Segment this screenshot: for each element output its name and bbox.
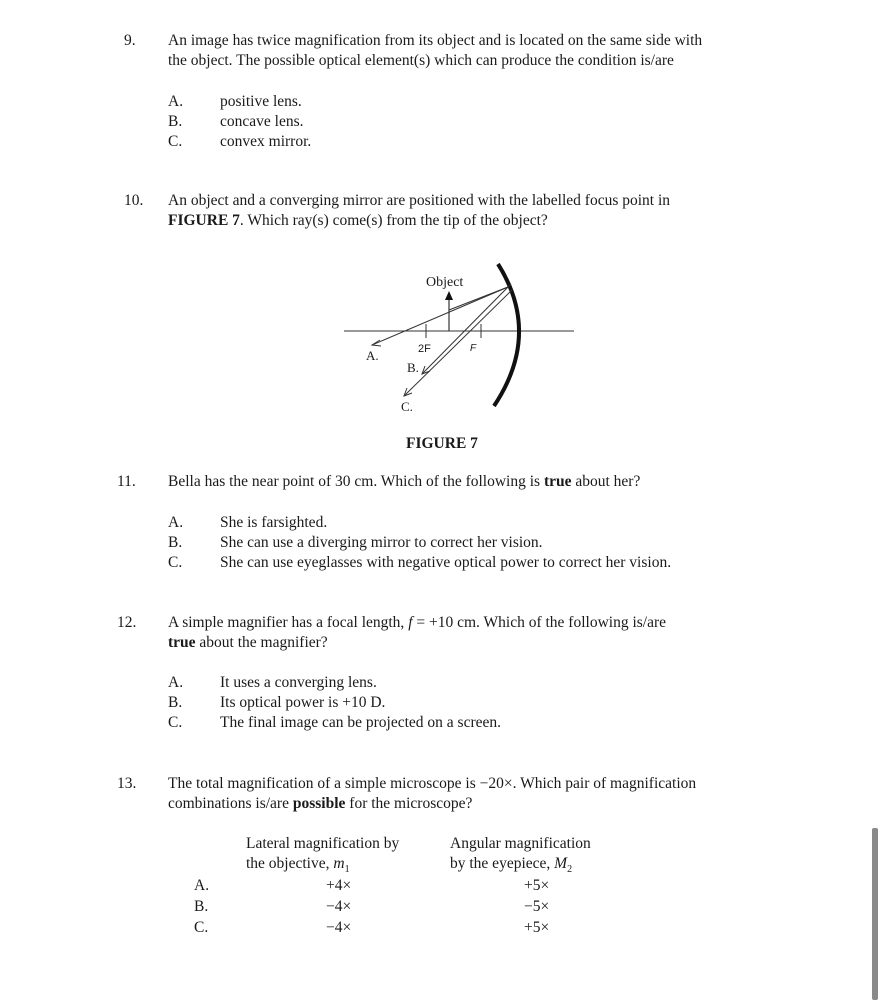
question-text: An image has twice magnification from its object and is located on the same side with [168,32,703,49]
object-arrow-head [445,291,453,300]
question-number: 12. [117,614,137,631]
question-number: 11. [117,473,136,490]
question-text-rest: . Which ray(s) come(s) from the tip of the object? [239,212,548,229]
table-cell-m1: −4× [326,919,352,936]
table-header-eyepiece-line2 [450,854,572,880]
table-cell-M2: +5× [524,919,550,936]
option-text: convex mirror. [220,133,312,150]
option-text: positive lens. [220,93,302,110]
option-text: She can use a diverging mirror to correct her vision. [220,534,543,551]
ray-a-label: A. [366,348,379,363]
subscript: 2 [567,864,573,876]
table-cell-m1: +4× [326,877,352,894]
label-f: F [470,343,477,354]
table-row-letter: C. [194,919,209,936]
option-text: concave lens. [220,113,304,130]
option-letter: C. [168,714,183,731]
emphasis: possible [292,795,346,812]
option-letter: A. [168,674,184,691]
option-letter: A. [168,514,184,531]
table-cell-m1: −4× [326,898,352,915]
scrollbar[interactable] [872,828,878,1000]
question-text [168,794,472,814]
option-letter: C. [168,554,183,571]
emphasis: true [543,473,572,490]
variable-f: f [408,614,413,631]
question-text-post: about her? [571,473,641,490]
header-text: the objective, [246,855,334,872]
question-text [168,211,548,231]
question-text [168,633,328,653]
figure-7-diagram [330,260,590,420]
table-row-letter: A. [194,877,210,894]
label-2f: 2F [418,343,431,355]
question-text-rest: about the magnifier? [195,634,328,651]
option-text: The final image can be projected on a screen. [220,714,502,731]
option-text: She is farsighted. [220,514,328,531]
question-text: An object and a converging mirror are positioned with the labelled focus point in [168,192,671,209]
table-cell-M2: −5× [524,898,550,915]
question-text: The total magnification of a simple microscope is −20×. Which pair of magnification [168,775,697,792]
option-letter: B. [168,113,183,130]
question-number: 10. [124,192,144,209]
option-text: Its optical power is +10 D. [220,694,386,711]
header-text: by the eyepiece, [450,855,555,872]
question-text-post: for the microscope? [345,795,473,812]
object-label: Object [426,275,464,290]
table-header-eyepiece: Angular magnification [450,835,591,852]
option-letter: C. [168,133,183,150]
question-text [168,613,666,633]
figure-caption: FIGURE 7 [406,435,478,452]
ray-b [422,284,511,374]
variable-m: m [333,855,345,872]
figure-reference: FIGURE 7 [168,212,240,229]
ray-b-label: B. [407,360,419,375]
ray-c-label: C. [401,399,413,414]
question-text-pre: combinations is/are [168,795,293,812]
question-text-post: = +10 cm. Which of the following is/are [412,614,667,631]
question-number: 13. [117,775,137,792]
question-text-pre: A simple magnifier has a focal length, [168,614,409,631]
question-text [168,472,640,492]
table-row-letter: B. [194,898,209,915]
option-letter: B. [168,534,183,551]
question-text-pre: Bella has the near point of 30 cm. Which of the following is [168,473,544,490]
option-text: She can use eyeglasses with negative optical power to correct her vision. [220,554,672,571]
subscript: 1 [344,864,350,876]
question-number: 9. [124,32,136,49]
ray-a [372,287,508,345]
option-letter: A. [168,93,184,110]
emphasis: true [168,634,196,651]
option-letter: B. [168,694,183,711]
variable-M: M [554,855,568,872]
converging-mirror [494,264,519,406]
option-text: It uses a converging lens. [220,674,377,691]
table-cell-M2: +5× [524,877,550,894]
table-header-objective: Lateral magnification by [246,835,400,852]
question-text: the object. The possible optical element(s) which can produce the condition is/are [168,52,674,69]
